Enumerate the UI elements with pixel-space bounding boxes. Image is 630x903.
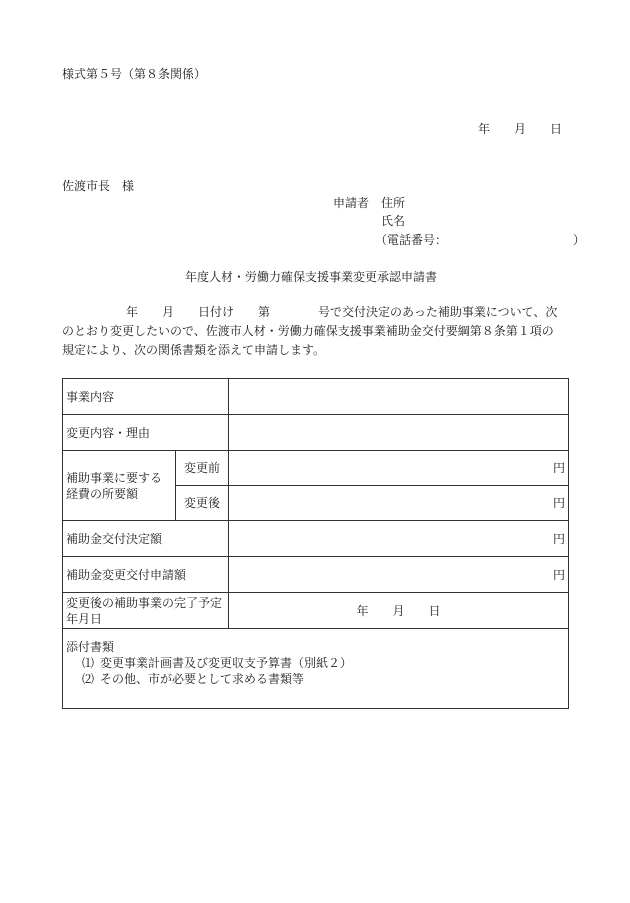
after-change-amount-field[interactable] (229, 486, 569, 521)
change-request-amount-field[interactable] (229, 557, 569, 593)
form-number: 様式第５号（第８条関係） (62, 67, 207, 81)
addressee: 佐渡市長 様 (62, 179, 135, 193)
expense-label (63, 451, 176, 521)
yen-unit: 円 (553, 461, 566, 475)
grant-decided-amount-field[interactable] (229, 521, 569, 557)
attachment-item: ⑵ その他、市が必要として求める書類等 (82, 672, 305, 686)
attachments-title: 添付書類 (66, 640, 115, 654)
body-text (62, 303, 568, 360)
phone-label: （電話番号： ） (375, 233, 586, 247)
address-label: 住所 (381, 196, 406, 210)
name-label: 氏名 (381, 214, 406, 228)
submission-date: 年 月 日 (478, 122, 563, 136)
completion-label-line-1: 変更後の補助事業の完了予定 (66, 595, 223, 610)
table-row (63, 451, 569, 486)
change-request-label: 補助金変更交付申請額 (63, 557, 229, 593)
applicant-label: 申請者 (333, 196, 370, 210)
document-title: 年度人材・労働力確保支援事業変更承認申請書 (185, 270, 438, 284)
change-reason-field[interactable] (229, 415, 569, 451)
body-line-1: 年 月 日付け 第 号で交付決定のあった補助事業について、次 (126, 305, 558, 319)
yen-unit: 円 (553, 567, 566, 582)
yen-unit: 円 (553, 531, 566, 546)
expense-label-line-1: 補助事業に要する (66, 470, 163, 485)
after-change-label: 変更後 (176, 486, 229, 521)
business-content-field[interactable] (229, 379, 569, 415)
body-line-2: のとおり変更したいので、佐渡市人材・労働力確保支援事業補助金交付要綱第８条第１項の (62, 324, 554, 338)
before-change-amount-field[interactable] (229, 451, 569, 486)
grant-decided-label: 補助金交付決定額 (63, 521, 229, 557)
before-change-label: 変更前 (176, 451, 229, 486)
table-row (63, 557, 569, 593)
business-content-label: 事業内容 (63, 379, 229, 415)
attachment-item: ⑴ 変更事業計画書及び変更収支予算書（別紙２） (82, 656, 353, 670)
table-row (63, 521, 569, 557)
completion-date-field[interactable]: 年 月 日 (229, 593, 569, 629)
attachments-cell (63, 629, 569, 709)
expense-label-line-2: 経費の所要額 (66, 486, 139, 501)
body-line-3: 規定により、次の関係書類を添えて申請します。 (62, 343, 326, 357)
table-row (63, 415, 569, 451)
table-row (63, 629, 569, 709)
table-row (63, 593, 569, 629)
yen-unit: 円 (553, 496, 566, 510)
application-table (62, 378, 569, 709)
table-row (63, 379, 569, 415)
change-reason-label: 変更内容・理由 (63, 415, 229, 451)
completion-label-line-2: 年月日 (66, 611, 103, 626)
completion-date-label (63, 593, 229, 629)
